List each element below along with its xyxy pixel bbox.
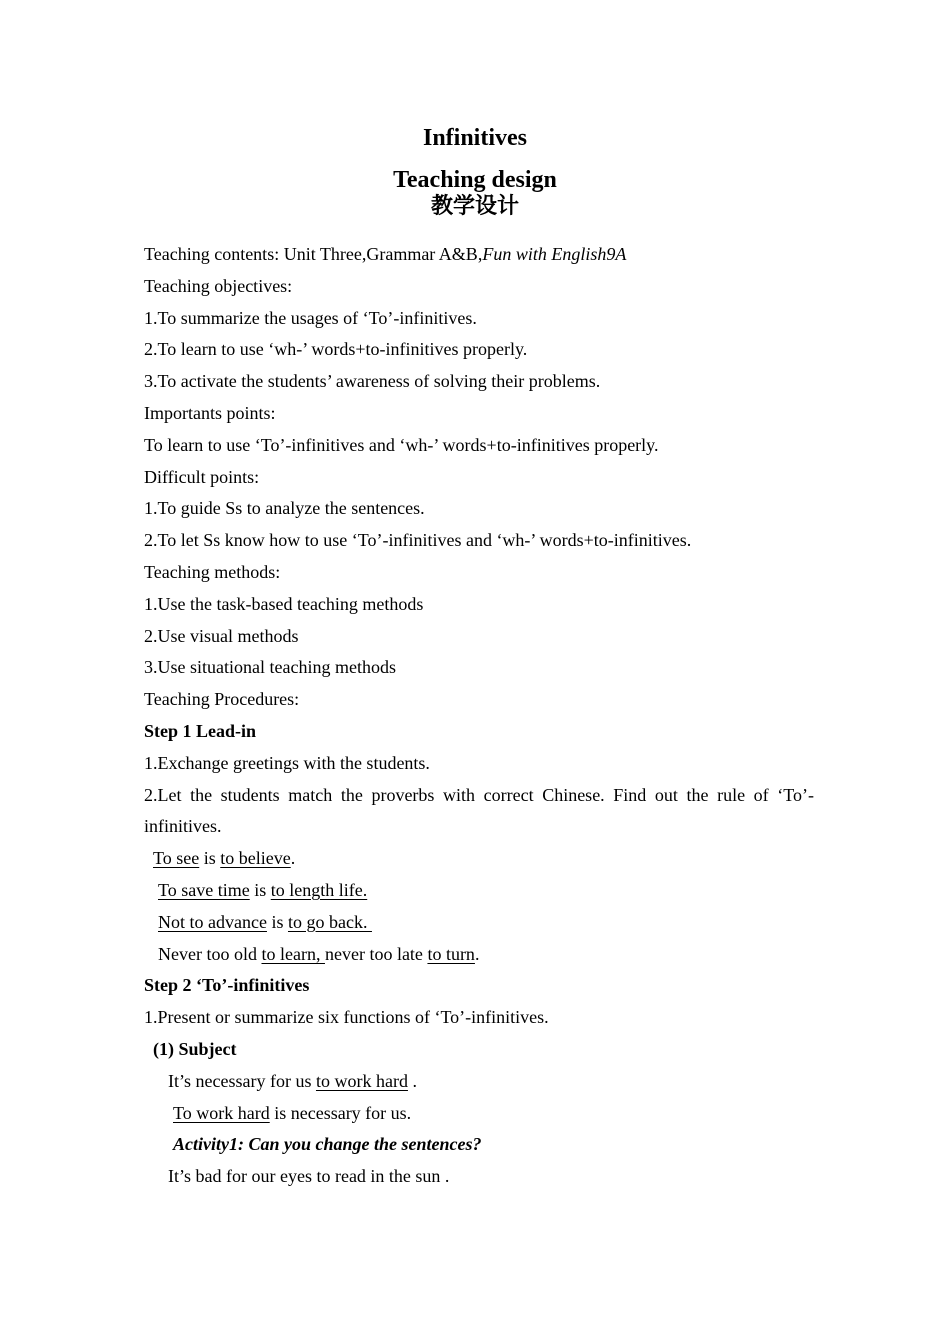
example-underlined: To work hard	[173, 1102, 270, 1123]
difficult-point-item: 1.To guide Ss to analyze the sentences.	[144, 498, 425, 519]
activity-prompt: Activity1: Can you change the sentences?	[173, 1134, 482, 1155]
objective-item: 1.To summarize the usages of ‘To’-infinitives.	[144, 307, 477, 328]
proverb-text: is	[249, 879, 271, 900]
example-sentence	[144, 1066, 814, 1098]
objective-item: 2.To learn to use ‘wh-’ words+to-infinitives properly.	[144, 339, 528, 360]
step2-heading: Step 2 ‘To’-infinitives	[144, 975, 310, 996]
proverb-underlined: to turn	[427, 943, 475, 964]
proverb-text: is	[266, 911, 288, 932]
difficult-point-item: 2.To let Ss know how to use ‘To’-infinitives and ‘wh-’ words+to-infinitives.	[144, 530, 692, 551]
proverb-underlined: to length life.	[270, 879, 368, 900]
objectives-heading: Teaching objectives:	[144, 275, 293, 296]
step1-item: 2.Let the students match the proverbs with correct Chinese. Find out the rule of ‘To’-infinitives.	[144, 784, 814, 837]
proverb-line	[144, 843, 814, 875]
document-body	[144, 239, 814, 1193]
proverb-text: .	[290, 848, 296, 869]
teaching-contents-label: Teaching contents: Unit Three,Grammar A&B,	[144, 244, 483, 264]
proverb-line	[144, 875, 814, 907]
step1-item: 1.Exchange greetings with the students.	[144, 752, 430, 773]
proverb-text: Never too old	[158, 943, 262, 964]
method-item: 1.Use the task-based teaching methods	[144, 593, 424, 614]
step1-heading: Step 1 Lead-in	[144, 720, 257, 741]
document-subtitle: Teaching design	[393, 167, 557, 193]
proverb-underlined: to go back.	[287, 911, 372, 932]
proverb-underlined: to believe	[220, 848, 291, 869]
method-item: 2.Use visual methods	[144, 625, 299, 646]
proverb-text: .	[474, 943, 480, 964]
objective-item: 3.To activate the students’ awareness of solving their problems.	[144, 371, 601, 392]
proverb-line	[144, 907, 814, 939]
proverb-text: never too late	[324, 943, 428, 964]
step2-item: 1.Present or summarize six functions of ‘To’-infinitives.	[144, 1007, 549, 1028]
example-text: It’s necessary for us	[168, 1070, 316, 1091]
important-points-heading: Importants points:	[144, 402, 276, 423]
proverb-underlined: to learn,	[261, 943, 325, 964]
proverb-line	[144, 939, 814, 971]
example-underlined: to work hard	[315, 1070, 408, 1091]
textbook-name: Fun with English9A	[482, 244, 627, 264]
important-points-text: To learn to use ‘To’-infinitives and ‘wh-’ words+to-infinitives properly.	[144, 434, 659, 455]
method-item: 3.Use situational teaching methods	[144, 657, 396, 678]
proverb-underlined: Not to advance	[158, 911, 267, 932]
proverb-text: is	[199, 848, 221, 869]
document-title: Infinitives	[422, 125, 527, 151]
example-sentence: It’s bad for our eyes to read in the sun .	[168, 1166, 450, 1187]
proverb-underlined: To save time	[158, 879, 250, 900]
document-subtitle-chinese: 教学设计	[430, 194, 519, 219]
example-sentence	[144, 1098, 814, 1130]
difficult-points-heading: Difficult points:	[144, 466, 260, 487]
example-text: .	[407, 1070, 417, 1091]
example-text: is necessary for us.	[269, 1102, 412, 1123]
procedures-heading: Teaching Procedures:	[144, 689, 300, 710]
methods-heading: Teaching methods:	[144, 561, 281, 582]
teaching-contents	[144, 239, 814, 271]
subject-heading: (1) Subject	[153, 1038, 237, 1059]
proverb-underlined: To see	[153, 848, 200, 869]
